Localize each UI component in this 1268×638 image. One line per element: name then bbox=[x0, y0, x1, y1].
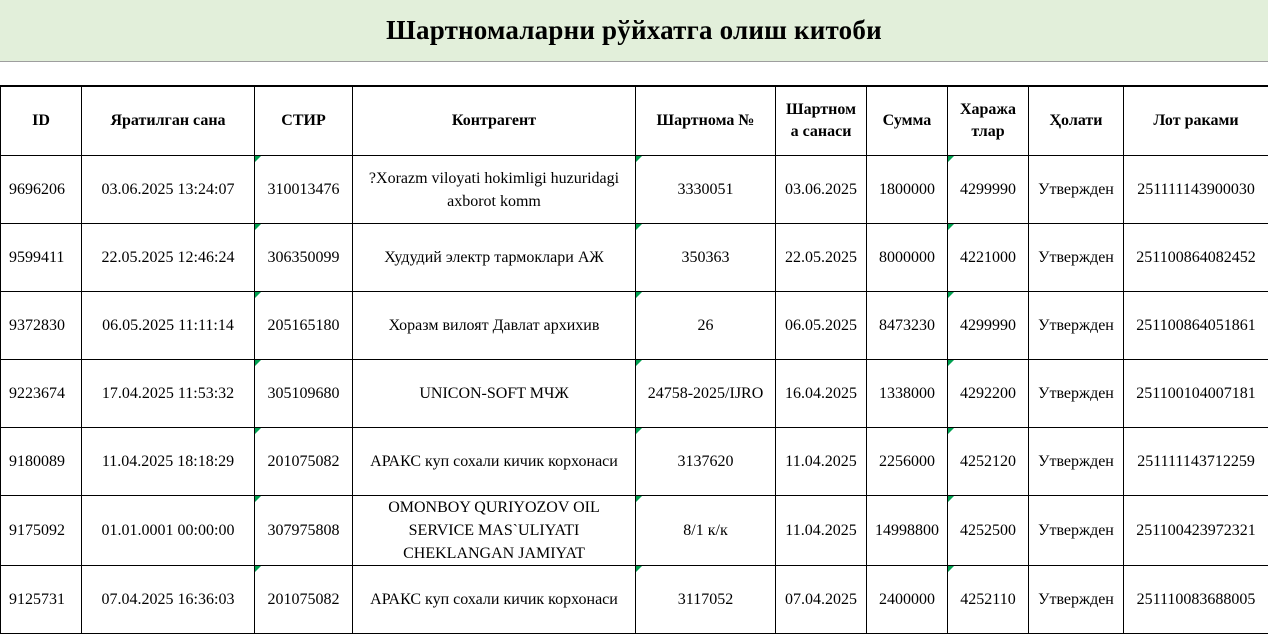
cell-created[interactable]: 06.05.2025 11:11:14 bbox=[82, 292, 255, 360]
table-row bbox=[1, 428, 1268, 496]
cell-lot[interactable]: 251110083688005 bbox=[1124, 566, 1268, 634]
header-row bbox=[1, 87, 1268, 156]
cell-created[interactable]: 01.01.0001 00:00:00 bbox=[82, 496, 255, 566]
cell-expenses[interactable]: 4221000 bbox=[948, 224, 1029, 292]
header-line: Шартном bbox=[786, 101, 856, 118]
cell-contract-no[interactable]: 24758-2025/IJRO bbox=[636, 360, 776, 428]
cell-contract-no[interactable]: 3117052 bbox=[636, 566, 776, 634]
header-line: Хаража bbox=[959, 101, 1017, 118]
col-header-amount[interactable]: Сумма bbox=[867, 87, 948, 156]
cell-lot[interactable]: 251100864051861 bbox=[1124, 292, 1268, 360]
cell-contract-no[interactable]: 3330051 bbox=[636, 156, 776, 224]
cell-amount[interactable]: 1338000 bbox=[867, 360, 948, 428]
cell-counterparty[interactable]: Хоразм вилоят Давлат архихив bbox=[353, 292, 636, 360]
page-title: Шартномаларни рўйхатга олиш китоби bbox=[386, 15, 882, 45]
cell-stir[interactable]: 201075082 bbox=[255, 566, 353, 634]
cell-id[interactable]: 9599411 bbox=[1, 224, 82, 292]
col-header-counterparty[interactable]: Контрагент bbox=[353, 87, 636, 156]
contracts-table bbox=[0, 86, 1268, 634]
cell-created[interactable]: 22.05.2025 12:46:24 bbox=[82, 224, 255, 292]
col-header-stir[interactable]: СТИР bbox=[255, 87, 353, 156]
cell-status[interactable]: Утвержден bbox=[1029, 428, 1124, 496]
cell-contract-date[interactable]: 06.05.2025 bbox=[776, 292, 867, 360]
cell-lot[interactable]: 251100423972321 bbox=[1124, 496, 1268, 566]
title-bar bbox=[0, 0, 1268, 62]
cell-amount[interactable]: 1800000 bbox=[867, 156, 948, 224]
cell-id[interactable]: 9180089 bbox=[1, 428, 82, 496]
cell-id[interactable]: 9696206 bbox=[1, 156, 82, 224]
cell-created[interactable]: 17.04.2025 11:53:32 bbox=[82, 360, 255, 428]
cell-amount[interactable]: 8473230 bbox=[867, 292, 948, 360]
col-header-lot[interactable]: Лот раками bbox=[1124, 87, 1268, 156]
cell-contract-date[interactable]: 11.04.2025 bbox=[776, 496, 867, 566]
cell-status[interactable]: Утвержден bbox=[1029, 496, 1124, 566]
cell-counterparty[interactable]: АРАКС куп сохали кичик корхонаси bbox=[353, 566, 636, 634]
cell-id[interactable]: 9125731 bbox=[1, 566, 82, 634]
cell-status[interactable]: Утвержден bbox=[1029, 292, 1124, 360]
col-header-expenses[interactable] bbox=[948, 87, 1029, 156]
cell-lot[interactable]: 251100104007181 bbox=[1124, 360, 1268, 428]
cell-stir[interactable]: 307975808 bbox=[255, 496, 353, 566]
col-header-created[interactable]: Яратилган сана bbox=[82, 87, 255, 156]
cell-created[interactable]: 11.04.2025 18:18:29 bbox=[82, 428, 255, 496]
cell-counterparty[interactable]: UNICON-SOFT МЧЖ bbox=[353, 360, 636, 428]
cell-created[interactable]: 07.04.2025 16:36:03 bbox=[82, 566, 255, 634]
cell-status[interactable]: Утвержден bbox=[1029, 360, 1124, 428]
cell-expenses[interactable]: 4252120 bbox=[948, 428, 1029, 496]
cell-lot[interactable]: 251100864082452 bbox=[1124, 224, 1268, 292]
table-row bbox=[1, 360, 1268, 428]
cell-contract-date[interactable]: 11.04.2025 bbox=[776, 428, 867, 496]
cell-counterparty[interactable]: ?Xorazm viloyati hokimligi huzuridagi axborot komm bbox=[353, 156, 636, 224]
cell-expenses[interactable]: 4299990 bbox=[948, 292, 1029, 360]
table-row bbox=[1, 224, 1268, 292]
cell-expenses[interactable]: 4252110 bbox=[948, 566, 1029, 634]
cell-expenses[interactable]: 4299990 bbox=[948, 156, 1029, 224]
table-row bbox=[1, 566, 1268, 634]
cell-status[interactable]: Утвержден bbox=[1029, 566, 1124, 634]
cell-contract-no[interactable]: 350363 bbox=[636, 224, 776, 292]
spacer-row bbox=[0, 62, 1268, 86]
col-header-contract-no[interactable]: Шартнома № bbox=[636, 87, 776, 156]
cell-contract-no[interactable]: 26 bbox=[636, 292, 776, 360]
cell-expenses[interactable]: 4292200 bbox=[948, 360, 1029, 428]
cell-contract-no[interactable]: 3137620 bbox=[636, 428, 776, 496]
cell-id[interactable]: 9175092 bbox=[1, 496, 82, 566]
cell-created[interactable]: 03.06.2025 13:24:07 bbox=[82, 156, 255, 224]
cell-stir[interactable]: 306350099 bbox=[255, 224, 353, 292]
table-row bbox=[1, 292, 1268, 360]
cell-contract-date[interactable]: 03.06.2025 bbox=[776, 156, 867, 224]
cell-contract-no[interactable]: 8/1 к/к bbox=[636, 496, 776, 566]
cell-stir[interactable]: 205165180 bbox=[255, 292, 353, 360]
cell-stir[interactable]: 201075082 bbox=[255, 428, 353, 496]
cell-contract-date[interactable]: 16.04.2025 bbox=[776, 360, 867, 428]
cell-amount[interactable]: 14998800 bbox=[867, 496, 948, 566]
cell-contract-date[interactable]: 22.05.2025 bbox=[776, 224, 867, 292]
cell-stir[interactable]: 305109680 bbox=[255, 360, 353, 428]
cell-id[interactable]: 9372830 bbox=[1, 292, 82, 360]
cell-amount[interactable]: 2256000 bbox=[867, 428, 948, 496]
cell-contract-date[interactable]: 07.04.2025 bbox=[776, 566, 867, 634]
col-header-status[interactable]: Ҳолати bbox=[1029, 87, 1124, 156]
cell-stir[interactable]: 310013476 bbox=[255, 156, 353, 224]
cell-counterparty[interactable]: OMONBOY QURIYOZOV OIL SERVICE MAS`ULIYATI CHEKLANGAN JAMIYAT bbox=[353, 496, 636, 566]
col-header-id[interactable]: ID bbox=[1, 87, 82, 156]
cell-expenses[interactable]: 4252500 bbox=[948, 496, 1029, 566]
table-row bbox=[1, 496, 1268, 566]
header-line: а санаси bbox=[790, 123, 852, 140]
cell-lot[interactable]: 251111143900030 bbox=[1124, 156, 1268, 224]
cell-counterparty[interactable]: АРАКС куп сохали кичик корхонаси bbox=[353, 428, 636, 496]
table-row bbox=[1, 156, 1268, 224]
header-line: тлар bbox=[971, 123, 1005, 140]
cell-amount[interactable]: 2400000 bbox=[867, 566, 948, 634]
cell-status[interactable]: Утвержден bbox=[1029, 156, 1124, 224]
cell-lot[interactable]: 251111143712259 bbox=[1124, 428, 1268, 496]
cell-id[interactable]: 9223674 bbox=[1, 360, 82, 428]
cell-status[interactable]: Утвержден bbox=[1029, 224, 1124, 292]
cell-amount[interactable]: 8000000 bbox=[867, 224, 948, 292]
col-header-contract-date[interactable] bbox=[776, 87, 867, 156]
cell-counterparty[interactable]: Худудий электр тармоклари АЖ bbox=[353, 224, 636, 292]
